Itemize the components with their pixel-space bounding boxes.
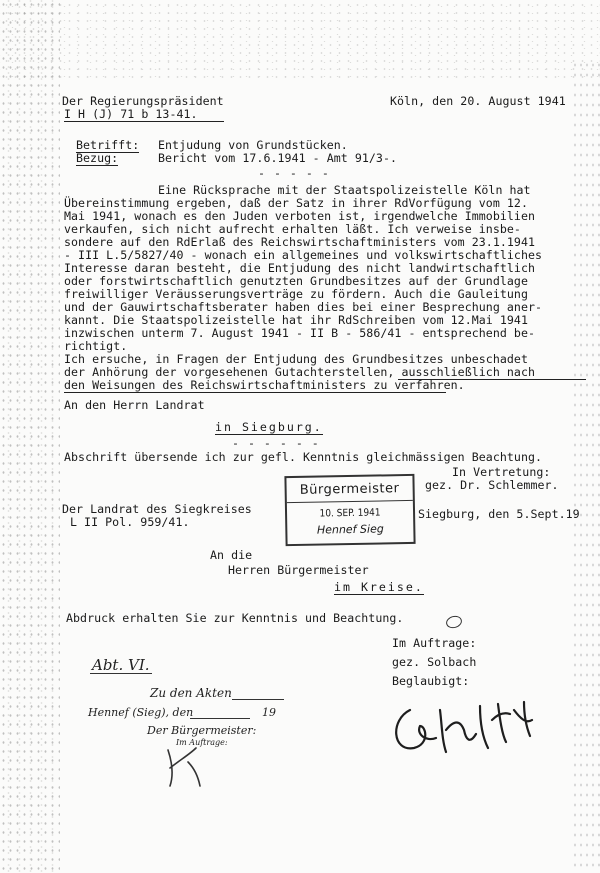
body-line: - III L.5/5827/40 - wonach ein allgemeines und volkswirtschaftliches bbox=[64, 248, 543, 262]
bezug-text: Bericht vom 17.6.1941 - Amt 91/3-. bbox=[158, 151, 398, 165]
body-line: und der Gauwirtschaftsberater haben dies bei einer Besprechung aner- bbox=[64, 300, 543, 314]
body-line: den Weisungen des Reichswirtschaftministers zu verfahren. bbox=[64, 378, 465, 392]
file-ref-underline bbox=[64, 121, 224, 122]
akten-line bbox=[232, 699, 284, 700]
body-line: Mai 1941, wonach es den Juden verboten ist, irgendwelche Immobilien bbox=[64, 209, 536, 223]
bezug-label: Bezug: bbox=[76, 151, 119, 165]
handwritten-initials bbox=[160, 742, 230, 792]
body-line: Übereinstimmung ergeben, daß der Satz in ihrer RdVorfügung vom 12. bbox=[64, 196, 528, 210]
body-line: oder forstwirtschaftlich genutzten Grundbesitzes auf der Grundlage bbox=[64, 274, 528, 288]
handwritten-margin-note: Abt. VI. bbox=[92, 656, 150, 674]
body-line: sondere auf den RdErlaß des Reichswirtschaftministers vom 23.1.1941 bbox=[64, 235, 536, 249]
body-underline bbox=[64, 392, 446, 393]
copy-note: Abschrift übersende ich zur gefl. Kenntnis gleichmässigen Beachtung. bbox=[64, 450, 543, 464]
landrat-ref: L II Pol. 959/41. bbox=[70, 515, 190, 529]
body-line: der Anhörung der vorgesehenen Gutachterstellen, ausschließlich nach bbox=[64, 365, 536, 379]
body-line: freiwilliger Veräusserungsverträge zu fördern. Auch die Gauleitung bbox=[64, 287, 528, 301]
address-landrat: An den Herrn Landrat bbox=[64, 398, 205, 412]
scan-noise-left bbox=[0, 0, 60, 873]
receipt-stamp bbox=[284, 474, 415, 546]
signature2-beglaubigt: Beglaubigt: bbox=[392, 674, 470, 688]
stamp-buergermeister: Der Bürgermeister: bbox=[147, 724, 257, 737]
handwritten-mark bbox=[445, 614, 464, 630]
hennef-date-line bbox=[190, 718, 250, 719]
signature-gez: gez. Dr. Schlemmer. bbox=[425, 478, 559, 492]
betrifft-text: Entjudung von Grundstücken. bbox=[158, 138, 348, 152]
landrat-sender: Der Landrat des Siegkreises bbox=[62, 502, 252, 516]
file-reference: I H (J) 71 b 13-41. bbox=[64, 107, 198, 121]
signature-in-vertretung: In Vertretung: bbox=[452, 465, 551, 479]
body-line: Eine Rücksprache mit der Staatspolizeistelle Köln hat bbox=[158, 183, 531, 197]
stamp-divider bbox=[287, 500, 413, 503]
stamp-zu-den-akten: Zu den Akten bbox=[150, 686, 232, 700]
address-divider: - - - - - - bbox=[232, 436, 320, 450]
subject-divider: - - - - - bbox=[258, 166, 330, 180]
address2-place: im Kreise. bbox=[334, 580, 424, 594]
margin-note-underline bbox=[90, 673, 152, 674]
body-line: verkaufen, sich nicht aufrecht erhalten läßt. Ich verweise insbe- bbox=[64, 222, 521, 236]
stamp-year: 19 bbox=[262, 706, 276, 719]
betrifft-label: Betrifft: bbox=[76, 138, 140, 152]
sender-title: Der Regierungspräsident bbox=[62, 94, 224, 108]
stamp-place: Hennef Sieg bbox=[316, 522, 384, 537]
abdruck-note: Abdruck erhalten Sie zur Kenntnis und Beachtung. bbox=[66, 611, 404, 625]
signature2-im-auftrage: Im Auftrage: bbox=[392, 636, 477, 650]
landrat-place-date: Siegburg, den 5.Sept.19 bbox=[418, 507, 580, 521]
address-an-die: An die bbox=[210, 548, 253, 562]
stamp-title: Bürgermeister bbox=[299, 481, 400, 498]
body-line: richtigt. bbox=[64, 339, 128, 353]
scan-noise-right bbox=[572, 60, 600, 873]
scan-noise-top bbox=[0, 0, 600, 80]
body-line: Interesse daran besteht, die Entjudung des nicht landwirtschaftlich bbox=[64, 261, 536, 275]
address-place: in Siegburg. bbox=[215, 420, 323, 434]
body-line: inzwischen unterm 7. August 1941 - II B - 586/41 - entsprechend be- bbox=[64, 326, 536, 340]
stamp-hennef-line: Hennef (Sieg), den bbox=[88, 706, 194, 719]
signature2-gez: gez. Solbach bbox=[392, 655, 477, 669]
address-recipients: Herren Bürgermeister bbox=[228, 563, 369, 577]
stamp-im-auftrage-small: Im Auftrage: bbox=[176, 738, 228, 747]
body-line: kannt. Die Staatspolizeistelle hat ihr RdSchreiben vom 12.Mai 1941 bbox=[64, 313, 528, 327]
handwritten-signature bbox=[380, 690, 560, 770]
stamp-date: 10. SEP. 1941 bbox=[319, 507, 381, 520]
body-underline bbox=[398, 379, 586, 380]
place-date: Köln, den 20. August 1941 bbox=[390, 94, 566, 108]
body-line: Ich ersuche, in Fragen der Entjudung des Grundbesitzes unbeschadet bbox=[64, 352, 528, 366]
